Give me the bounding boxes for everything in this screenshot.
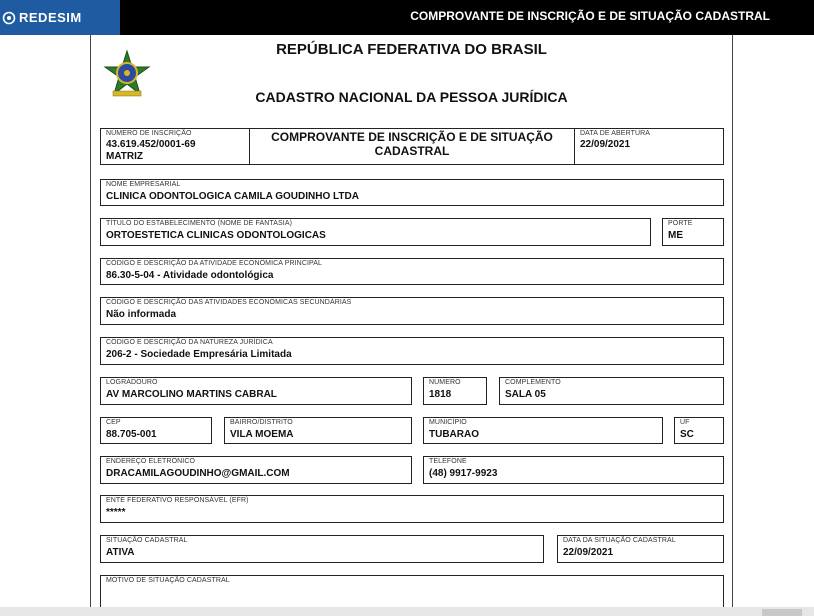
bairro-value: VILA MOEMA <box>230 429 294 440</box>
field-label: DATA DE ABERTURA <box>580 130 651 137</box>
nome-fantasia-value: ORTOESTETICA CLINICAS ODONTOLOGICAS <box>106 230 326 241</box>
logradouro-box <box>100 377 412 405</box>
nome-empresarial-value: CLINICA ODONTOLOGICA CAMILA GOUDINHO LTDA <box>106 191 359 202</box>
field-label: ENDEREÇO ELETRÔNICO <box>106 458 196 465</box>
municipio-box <box>423 417 663 444</box>
field-label: COMPLEMENTO <box>505 379 561 386</box>
field-label: NOME EMPRESARIAL <box>106 181 181 188</box>
cep-box <box>100 417 212 444</box>
efr-value: ***** <box>106 507 126 518</box>
atividades-secundarias-value: Não informada <box>106 309 177 320</box>
natureza-juridica-box <box>100 337 724 365</box>
logradouro-value: AV MARCOLINO MARTINS CABRAL <box>106 389 277 400</box>
natureza-juridica-value: 206-2 - Sociedade Empresária Limitada <box>106 349 292 360</box>
complemento-value: SALA 05 <box>505 389 546 400</box>
municipio-value: TUBARAO <box>429 429 479 440</box>
numero-value: 1818 <box>429 389 452 400</box>
country-heading: REPÚBLICA FEDERATIVA DO BRASIL <box>276 41 547 58</box>
telefone-value: (48) 9917-9923 <box>429 468 498 479</box>
horizontal-scrollbar[interactable] <box>0 607 814 616</box>
field-label: CÓDIGO E DESCRIÇÃO DA NATUREZA JURÍDICA <box>106 339 273 346</box>
certificate-title: COMPROVANTE DE INSCRIÇÃO E DE SITUAÇÃO CADASTRAL <box>271 130 553 158</box>
numero-inscricao-box <box>100 128 250 165</box>
situacao-value: ATIVA <box>106 547 135 558</box>
field-label: CÓDIGO E DESCRIÇÃO DA ATIVIDADE ECONÔMICA PRINCIPAL <box>106 260 323 267</box>
field-label: DATA DA SITUAÇÃO CADASTRAL <box>563 537 676 544</box>
field-label: BAIRRO/DISTRITO <box>230 419 293 426</box>
field-label: NÚMERO DE INSCRIÇÃO <box>106 130 192 137</box>
uf-box <box>674 417 724 444</box>
cep-value: 88.705-001 <box>106 429 157 440</box>
telefone-box <box>423 456 724 484</box>
data-abertura-value: 22/09/2021 <box>580 139 631 150</box>
scrollbar-thumb[interactable] <box>762 609 802 616</box>
redesim-logo-icon <box>2 11 16 25</box>
atividade-principal-box <box>100 258 724 285</box>
atividade-principal-value: 86.30-5-04 - Atividade odontológica <box>106 270 274 281</box>
top-bar <box>0 0 814 35</box>
situacao-box <box>100 535 544 563</box>
field-label: CÓDIGO E DESCRIÇÃO DAS ATIVIDADES ECONÔMICAS SECUNDÁRIAS <box>106 299 352 306</box>
cnpj-value: 43.619.452/0001-69 <box>106 139 196 150</box>
atividades-secundarias-box <box>100 297 724 325</box>
data-situacao-box <box>557 535 724 563</box>
email-box <box>100 456 412 484</box>
registry-heading: CADASTRO NACIONAL DA PESSOA JURÍDICA <box>255 89 568 105</box>
field-label: TELEFONE <box>429 458 467 465</box>
field-label: MOTIVO DE SITUAÇÃO CADASTRAL <box>106 577 230 584</box>
field-label: UF <box>680 419 690 426</box>
matriz-value: MATRIZ <box>106 151 144 162</box>
document-page <box>90 35 733 607</box>
numero-box <box>423 377 487 405</box>
field-label: LOGRADOURO <box>106 379 158 386</box>
data-situacao-value: 22/09/2021 <box>563 547 614 558</box>
logo-text: REDESIM <box>19 10 82 25</box>
redesim-logo[interactable] <box>0 0 120 35</box>
field-label: PORTE <box>668 220 693 227</box>
nome-fantasia-box <box>100 218 651 246</box>
certificate-title-box <box>249 128 575 165</box>
field-label: MUNICÍPIO <box>429 419 467 426</box>
email-value: DRACAMILAGOUDINHO@GMAIL.COM <box>106 468 290 479</box>
bairro-box <box>224 417 412 444</box>
efr-box <box>100 495 724 523</box>
field-label: CEP <box>106 419 121 426</box>
porte-box <box>662 218 724 246</box>
field-label: NÚMERO <box>429 379 461 386</box>
nome-empresarial-box <box>100 179 724 206</box>
page-title: COMPROVANTE DE INSCRIÇÃO E DE SITUAÇÃO CADASTRAL <box>410 9 770 23</box>
uf-value: SC <box>680 429 694 440</box>
data-abertura-box <box>574 128 724 165</box>
field-label: TÍTULO DO ESTABELECIMENTO (NOME DE FANTASIA) <box>106 220 293 227</box>
complemento-box <box>499 377 724 405</box>
field-label: ENTE FEDERATIVO RESPONSÁVEL (EFR) <box>106 497 249 504</box>
field-label: SITUAÇÃO CADASTRAL <box>106 537 188 544</box>
porte-value: ME <box>668 230 683 241</box>
